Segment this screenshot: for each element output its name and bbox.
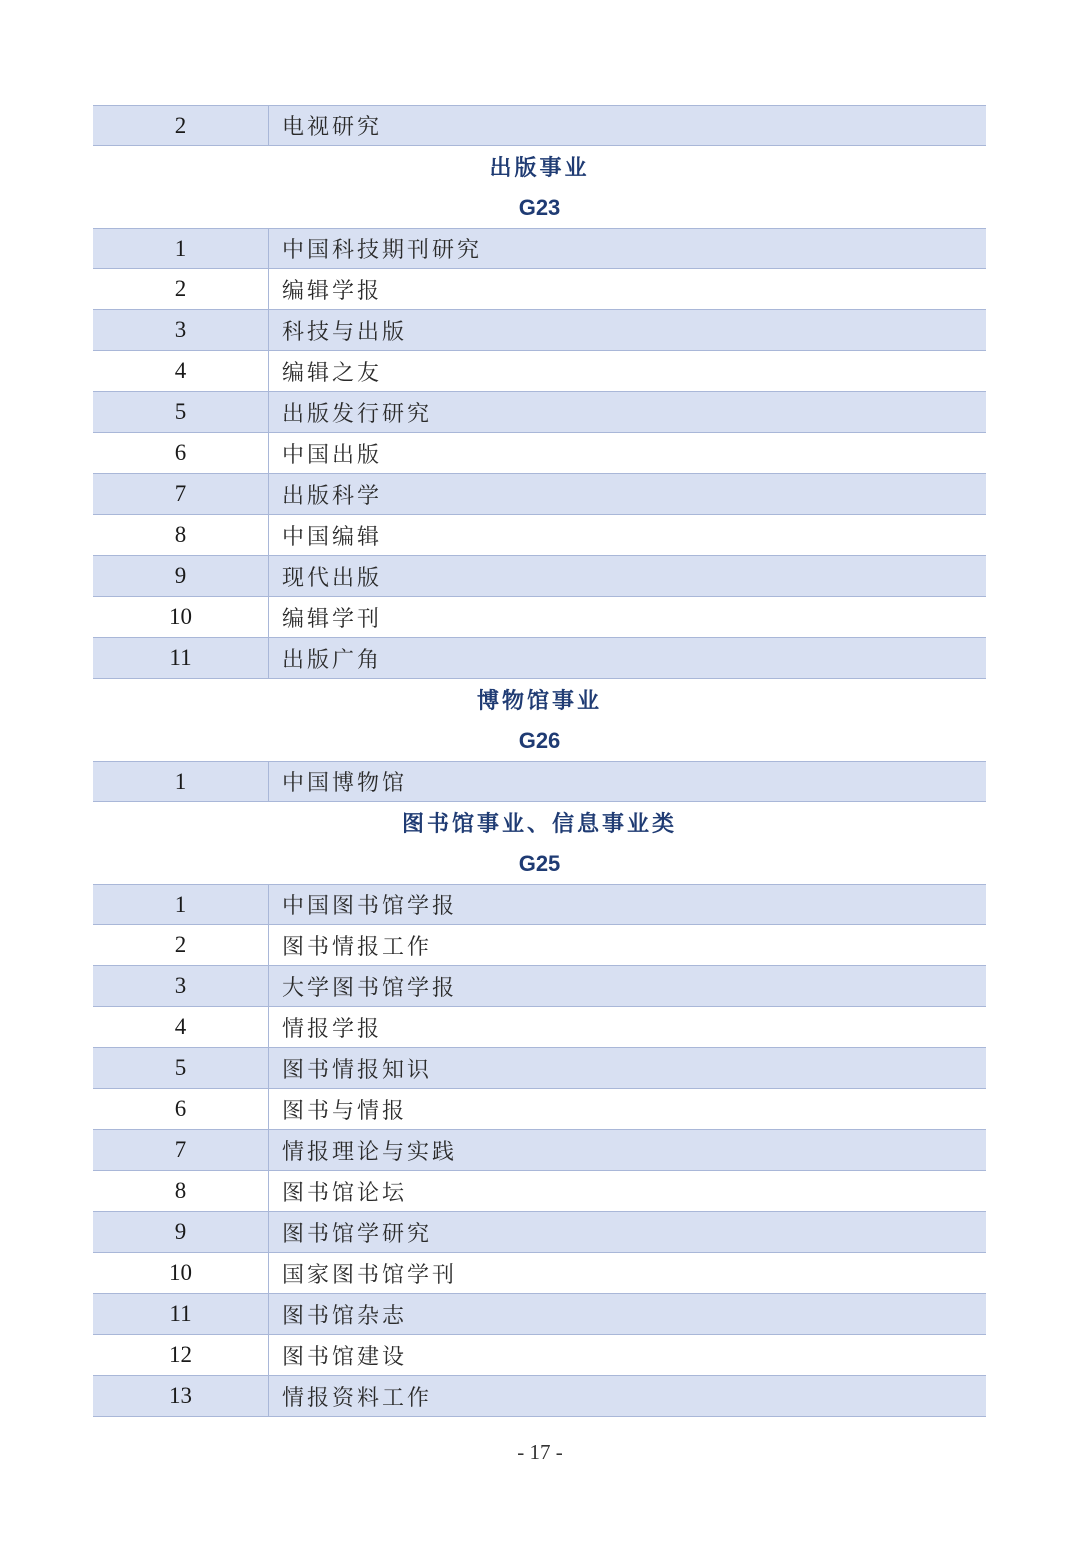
table-row [93,1294,986,1335]
journal-name: 编辑学报 [282,278,383,304]
row-number: 5 [93,392,269,432]
journal-name: 编辑学刊 [282,606,383,632]
row-number: 3 [93,966,269,1006]
row-number: 7 [93,474,269,514]
table-row [93,1130,986,1171]
table-row [93,269,986,310]
journal-name: 出版科学 [282,483,383,509]
journal-name: 情报理论与实践 [282,1139,458,1165]
table-row [93,433,986,474]
journal-name: 情报资料工作 [282,1385,433,1411]
journal-name: 编辑之友 [282,360,383,386]
table-row [93,556,986,597]
row-number: 8 [93,1171,269,1211]
journal-name: 图书馆学研究 [282,1221,433,1247]
section-code: G25 [518,850,561,876]
table-row [93,1171,986,1212]
table-row [93,474,986,515]
journal-name: 出版广角 [282,647,383,673]
journal-name: 出版发行研究 [282,401,433,427]
row-number: 2 [93,106,269,145]
table-row [93,1212,986,1253]
journal-name: 电视研究 [282,115,383,140]
row-number: 11 [93,638,269,678]
table-row [93,228,986,269]
journal-name: 现代出版 [282,565,383,591]
row-number: 7 [93,1130,269,1170]
table-row [93,392,986,433]
section-code: G23 [518,194,561,220]
row-number: 12 [93,1335,269,1375]
section-title: 出版事业 [489,155,590,181]
row-number: 1 [93,885,269,924]
journal-name: 科技与出版 [282,319,408,345]
row-number: 2 [93,269,269,309]
section-title: 图书馆事业、信息事业类 [401,811,677,837]
journal-name: 中国博物馆 [282,771,408,796]
table-row [93,1335,986,1376]
section-code: G26 [518,727,561,753]
journal-name: 中国出版 [282,442,383,468]
table-row [93,105,986,146]
row-number: 1 [93,762,269,801]
row-number: 2 [93,925,269,965]
journal-name: 图书馆杂志 [282,1303,408,1329]
table-row [93,1089,986,1130]
table-row [93,515,986,556]
row-number: 6 [93,433,269,473]
table-row [93,925,986,966]
row-number: 10 [93,1253,269,1293]
journal-name: 图书情报知识 [282,1057,433,1083]
table-row [93,310,986,351]
row-number: 10 [93,597,269,637]
row-number: 4 [93,351,269,391]
row-number: 3 [93,310,269,350]
journal-name: 图书情报工作 [282,934,433,960]
journal-name: 中国图书馆学报 [282,894,458,919]
row-number: 8 [93,515,269,555]
table-row [93,597,986,638]
page-number: - 17 - [517,1440,563,1464]
journal-name: 国家图书馆学刊 [282,1262,458,1288]
journal-name: 图书馆建设 [282,1344,408,1370]
row-number: 4 [93,1007,269,1047]
table-row [93,761,986,802]
row-number: 5 [93,1048,269,1088]
row-number: 13 [93,1376,269,1416]
row-number: 9 [93,556,269,596]
table-row [93,638,986,679]
journal-name: 大学图书馆学报 [282,975,458,1001]
row-number: 9 [93,1212,269,1252]
journal-name: 图书馆论坛 [282,1180,408,1206]
table-row [93,351,986,392]
table-row [93,966,986,1007]
table-row [93,884,986,925]
row-number: 6 [93,1089,269,1129]
journal-name: 情报学报 [282,1016,383,1042]
row-number: 11 [93,1294,269,1334]
journal-table [93,105,986,1417]
journal-name: 中国编辑 [282,524,383,550]
table-row [93,1007,986,1048]
table-row [93,1048,986,1089]
row-number: 1 [93,229,269,268]
journal-name: 图书与情报 [282,1098,408,1124]
journal-name: 中国科技期刊研究 [282,238,483,263]
table-row [93,1253,986,1294]
section-title: 博物馆事业 [476,688,602,714]
table-row [93,1376,986,1417]
